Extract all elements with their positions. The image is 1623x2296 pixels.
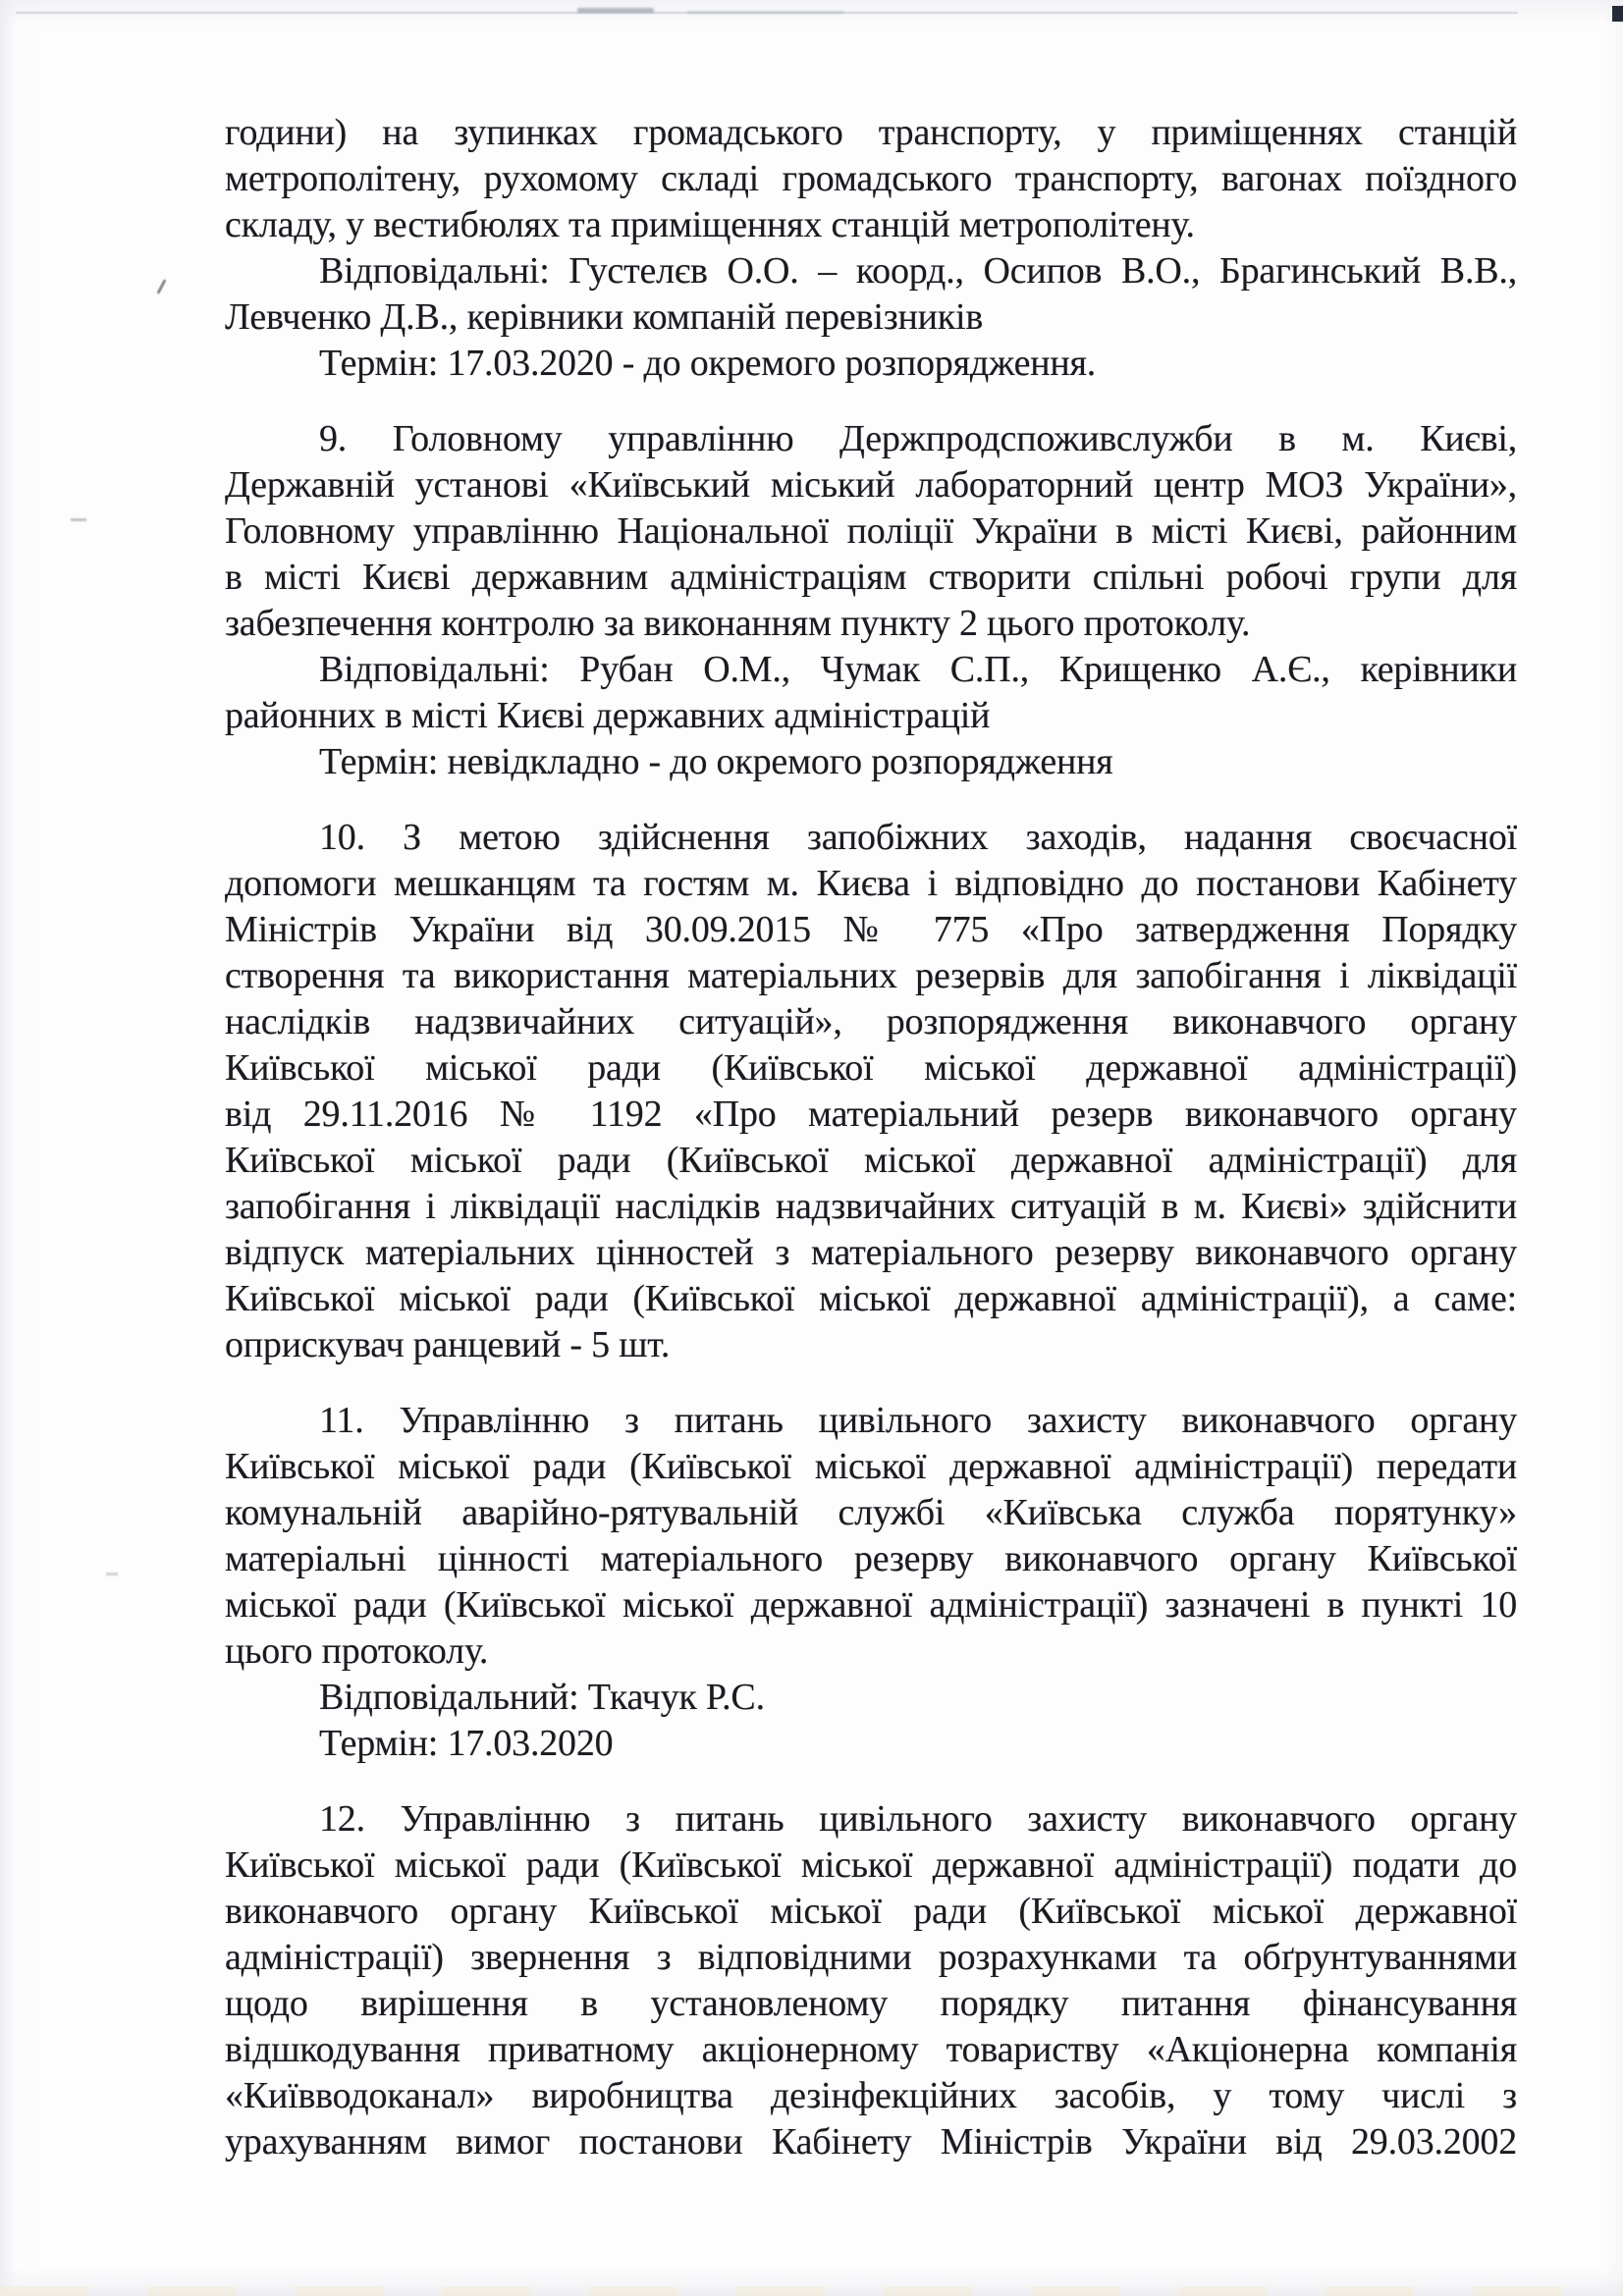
text-line: години) на зупинках громадського транспорту, у приміщеннях станцій [225,112,1517,153]
scan-artifact-top-smudge-2 [687,11,844,14]
text-line: матеріальні цінності матеріального резерву виконавчого органу Київської [225,1538,1517,1579]
text-line: 11. Управлінню з питань цивільного захисту виконавчого органу [319,1400,1517,1441]
text-line: адміністрації) звернення з відповідними розрахунками та обґрунтуваннями [225,1937,1517,1978]
text-line: Міністрів України від 30.09.2015 № 775 «Про затвердження Порядку [225,909,1517,950]
text-line: створення та використання матеріальних резервів для запобігання і ліквідації [225,955,1517,996]
text-line: виконавчого органу Київської міської ради (Київської міської державної [225,1891,1517,1932]
text-line: Київської міської ради (Київської міської державної адміністрації) для [225,1140,1517,1181]
text-line: відшкодування приватному акціонерному товариству «Акціонерна компанія [225,2029,1517,2070]
scan-artifact-speck [156,279,166,294]
text-line: Левченко Д.В., керівники компаній перевізників [225,296,984,338]
text-line: допомоги мешканцям та гостям м. Києва і відповідно до постанови Кабінету [225,863,1517,904]
text-line: оприскувач ранцевий - 5 шт. [225,1324,671,1365]
text-line: Термін: 17.03.2020 [319,1723,614,1764]
text-line: Відповідальний: Ткачук Р.С. [319,1677,765,1718]
scan-artifact-speck [106,1573,118,1575]
scan-artifact-bottom-band [0,2286,1623,2296]
text-line: Київської міської ради (Київської міської державної адміністрації) подати до [225,1844,1517,1886]
text-line: Термін: 17.03.2020 - до окремого розпорядження. [319,343,1097,384]
text-line: наслідків надзвичайних ситуацій», розпорядження виконавчого органу [225,1001,1517,1042]
text-line: Київської міської ради (Київської міської державної адміністрації) [225,1047,1517,1089]
text-line: міської ради (Київської міської державної адміністрації) зазначені в пункті 10 [225,1584,1517,1626]
text-line: метрополітену, рухомому складі громадського транспорту, вагонах поїздного [225,158,1517,199]
document-text-block [225,110,1517,2165]
text-line: 9. Головному управлінню Держпродспоживслужби в м. Києві, [319,418,1517,459]
text-line: від 29.11.2016 № 1192 «Про матеріальний резерв виконавчого органу [225,1094,1517,1135]
text-line: районних в місті Києві державних адміністрацій [225,695,991,736]
paragraph-item-11 [225,1398,1517,1767]
text-line: запобігання і ліквідації наслідків надзвичайних ситуацій в м. Києві» здійснити [225,1186,1517,1227]
scan-artifact-top-hairline [16,12,1518,14]
scan-artifact-speck [71,518,86,521]
text-line: Термін: невідкладно - до окремого розпорядження [319,741,1113,782]
paragraph-item-12 [225,1796,1517,2165]
paragraph-item-9 [225,416,1517,785]
text-line: цього протоколу. [225,1630,489,1672]
text-line: комунальній аварійно-рятувальній службі «Київська служба порятунку» [225,1492,1517,1533]
scan-artifact-top-smudge [577,8,654,13]
text-line: щодо вирішення в установленому порядку питання фінансування [225,1983,1517,2024]
text-line: «Київводоканал» виробництва дезінфекційних засобів, у тому числі з [225,2075,1517,2116]
text-line: відпуск матеріальних цінностей з матеріального резерву виконавчого органу [225,1232,1517,1273]
text-line: Головному управлінню Національної поліції України в місті Києві, районним [225,510,1517,552]
text-line: 12. Управлінню з питань цивільного захисту виконавчого органу [319,1798,1517,1840]
text-line: 10. З метою здійснення запобіжних заходів, надання своєчасної [319,817,1517,858]
paragraph-item-10 [225,815,1517,1368]
text-line: Відповідальні: Густелєв О.О. – коорд., Осипов В.О., Брагинський В.В., [319,250,1517,292]
text-line: Київської міської ради (Київської міської державної адміністрації) передати [225,1446,1517,1487]
text-line: в місті Києві державним адміністраціям створити спільні робочі групи для [225,557,1517,598]
text-line: урахуванням вимог постанови Кабінету Міністрів України від 29.03.2002 [225,2121,1517,2163]
text-line: забезпечення контролю за виконанням пункту 2 цього протоколу. [225,603,1251,644]
text-line: складу, у вестибюлях та приміщеннях станцій метрополітену. [225,204,1195,245]
text-line: Відповідальні: Рубан О.М., Чумак С.П., Крищенко А.Є., керівники [319,649,1517,690]
text-line: Київської міської ради (Київської міської державної адміністрації), а саме: [225,1278,1517,1319]
paragraph-continuation [225,110,1517,387]
text-line: Державній установі «Київський міський лабораторний центр МОЗ України», [225,464,1517,506]
scan-artifact-corner-mark [1612,6,1623,22]
